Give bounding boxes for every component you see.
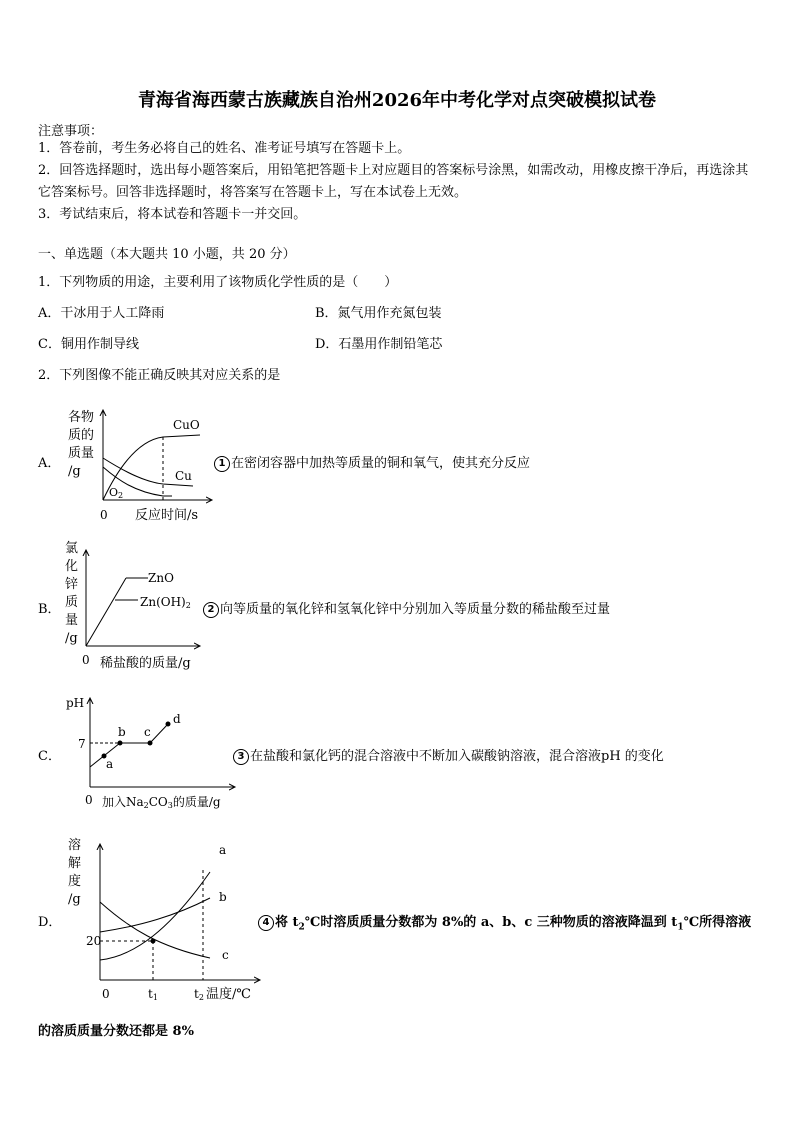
q1-option-d: D．石墨用作制铅笔芯 — [315, 337, 443, 352]
graph-a-origin: 0 — [100, 508, 108, 522]
circled-number-2: 2 — [203, 602, 219, 618]
q2-option-d-label: D． — [38, 915, 62, 930]
graph-b-ylabel-6: /g — [65, 631, 78, 646]
graph-c-xlabel: 加入Na2CO3的质量/g — [102, 795, 221, 810]
graph-c-origin: 0 — [85, 793, 93, 807]
graph-a-label-cuo: CuO — [173, 418, 200, 432]
graph-a-xlabel: 反应时间/s — [135, 508, 199, 523]
notice-heading: 注意事项： — [38, 124, 104, 139]
notice-item-1: 1．答卷前，考生务必将自己的姓名、准考证号填写在答题卡上。 — [38, 141, 411, 156]
q2-option-d-desc: 4 将 $t_2℃$时溶质质量分数都为 8%的 a、b、c 三种物质的溶液降温到 $t_1℃$所得溶液 — [258, 911, 751, 933]
graph-b-ylabel-1: 氯 — [65, 541, 79, 556]
graph-d-label-a: a — [219, 843, 227, 857]
q2-option-b-label: B． — [38, 602, 61, 617]
graph-c-ylabel: pH — [66, 696, 85, 710]
graph-c-y7: 7 — [78, 737, 86, 751]
q2-option-d-desc-cont: 的溶质质量分数还都是 8% — [38, 1024, 194, 1039]
graph-b-label-znoh2: Zn(OH)2 — [140, 595, 191, 610]
notice-item-3: 3．考试结束后，将本试卷和答题卡一并交回。 — [38, 207, 307, 222]
graph-d-t1: t1 — [148, 987, 158, 1002]
q1-option-b: B．氮气用作充氮包装 — [315, 306, 442, 321]
graph-a — [60, 404, 220, 526]
graph-d-ylabel-3: 度 — [68, 874, 82, 889]
graph-d-ylabel-1: 溶 — [68, 838, 82, 853]
graph-b-ylabel-2: 化 — [65, 559, 79, 574]
graph-d-curve-c — [100, 902, 210, 958]
graph-d-y20: 20 — [86, 934, 102, 948]
graph-a-label-o2: O2 — [109, 486, 124, 500]
graph-c-label-a: a — [106, 757, 114, 771]
q1-option-c: C．铜用作制导线 — [38, 337, 139, 352]
graph-c — [60, 692, 240, 814]
graph-d-curve-b — [100, 898, 210, 932]
graph-b-label-zno: ZnO — [148, 571, 174, 585]
q2-option-b-desc: 2 向等质量的氧化锌和氢氧化锌中分别加入等质量分数的稀盐酸至过量 — [203, 598, 610, 618]
graph-d-intersection — [151, 939, 156, 944]
graph-c-label-d: d — [173, 712, 181, 726]
graph-b — [60, 536, 210, 671]
graph-b-ylabel-4: 质 — [65, 595, 79, 610]
circled-number-1: 1 — [214, 456, 230, 472]
graph-b-ylabel-5: 量 — [65, 613, 79, 628]
graph-a-label-cu: Cu — [175, 469, 192, 483]
graph-a-ylabel-1: 各物 — [68, 410, 95, 425]
graph-c-label-c: c — [144, 725, 151, 739]
circled-number-4: 4 — [258, 915, 274, 931]
graph-d-ylabel-2: 解 — [68, 856, 82, 871]
q1-option-a: A．干冰用于人工降雨 — [38, 306, 165, 321]
exam-title: 青海省海西蒙古族藏族自治州2026年中考化学对点突破模拟试卷 — [137, 90, 657, 111]
section-heading: 一、单选题（本大题共 10 小题，共 20 分） — [38, 247, 296, 262]
graph-d — [60, 834, 265, 1006]
q2-option-a-desc: 1 在密闭容器中加热等质量的铜和氧气，使其充分反应 — [214, 452, 530, 472]
graph-d-origin: 0 — [102, 987, 110, 1001]
q2-option-c-desc: 3 在盐酸和氯化钙的混合溶液中不断加入碳酸钠溶液，混合溶液pH 的变化 — [233, 745, 664, 765]
graph-a-ylabel-2: 质的 — [68, 428, 95, 443]
graph-d-xlabel: 温度/℃ — [206, 987, 251, 1002]
notice-item-2: 2．回答选择题时，选出每小题答案后，用铅笔把答题卡上对应题目的答案标号涂黑，如需改动，用橡皮擦干净后，再选涂其它答案标号。回答非选择题时，将答案写在答题卡上，写在本试卷上无效。 — [38, 163, 749, 200]
graph-c-segment-cd — [150, 724, 168, 743]
graph-d-ylabel-4: /g — [68, 892, 81, 907]
graph-b-xlabel: 稀盐酸的质量/g — [100, 656, 191, 671]
q2-option-c-label: C． — [38, 749, 61, 764]
graph-b-line-zno — [86, 578, 126, 646]
graph-d-label-c: c — [222, 948, 229, 962]
graph-b-ylabel-3: 锌 — [65, 577, 79, 592]
graph-a-ylabel-4: /g — [68, 464, 81, 479]
graph-c-label-b: b — [118, 725, 126, 739]
q2-option-a-label: A． — [38, 456, 61, 471]
circled-number-3: 3 — [233, 749, 249, 765]
question-1-stem: 1．下列物质的用途，主要利用了该物质化学性质的是（ ） — [38, 275, 398, 290]
graph-a-ylabel-3: 质量 — [68, 446, 95, 461]
graph-c-point-c — [148, 741, 153, 746]
graph-d-label-b: b — [219, 890, 227, 904]
graph-d-t2: t2 — [194, 987, 204, 1002]
question-2-stem: 2．下列图像不能正确反映其对应关系的是 — [38, 368, 281, 383]
graph-b-origin: 0 — [82, 653, 90, 667]
graph-c-point-b — [118, 741, 123, 746]
graph-c-point-d — [166, 722, 171, 727]
